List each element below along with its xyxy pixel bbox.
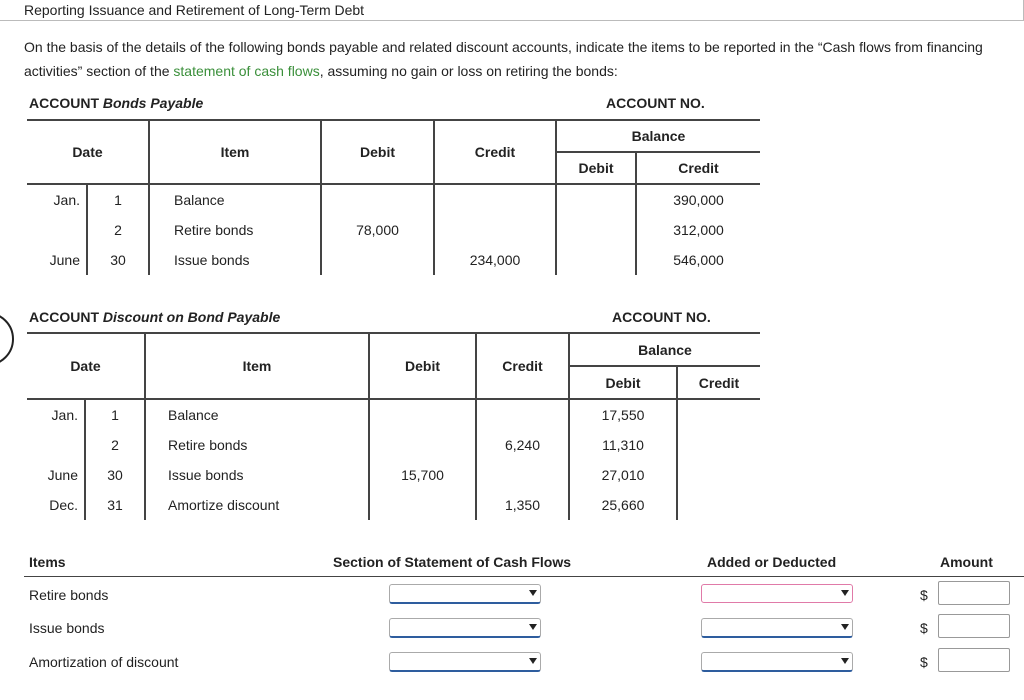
page-title: Reporting Issuance and Retirement of Long-Term Debt	[24, 2, 365, 18]
account2-header-debit: Debit	[369, 333, 476, 399]
account1-header-credit: Credit	[434, 120, 556, 184]
account1-header-date: Date	[27, 120, 149, 184]
row-credit	[476, 399, 569, 430]
currency-symbol: $	[920, 654, 928, 670]
amount-input-issue-bonds[interactable]	[938, 614, 1010, 638]
account2-header-credit: Credit	[476, 333, 569, 399]
row-day: 1	[85, 399, 145, 430]
chevron-down-icon	[841, 624, 849, 630]
account2-number-label: ACCOUNT NO.	[612, 309, 711, 325]
row-month: Jan.	[27, 184, 87, 215]
row-balance-debit: 27,010	[569, 460, 677, 490]
row-day: 2	[85, 430, 145, 460]
row-credit: 1,350	[476, 490, 569, 520]
chevron-down-icon	[841, 658, 849, 664]
ledger-row	[27, 490, 760, 520]
statement-of-cash-flows-link[interactable]: statement of cash flows	[173, 63, 320, 79]
chevron-down-icon	[529, 658, 537, 664]
row-day: 30	[87, 245, 149, 275]
account2-header-balance-credit: Credit	[677, 366, 760, 399]
row-credit	[434, 184, 556, 215]
ledger-row	[27, 399, 760, 430]
row-debit	[369, 490, 476, 520]
answer-header-section: Section of Statement of Cash Flows	[333, 554, 572, 570]
row-item: Balance	[145, 399, 369, 430]
row-day: 1	[87, 184, 149, 215]
row-balance-credit	[677, 430, 760, 460]
account1-header-balance: Balance	[556, 120, 760, 152]
row-balance-debit	[556, 245, 636, 275]
row-balance-credit	[677, 399, 760, 430]
intro-text-2: , assuming no gain or loss on retiring the bonds:	[319, 63, 618, 79]
row-credit: 6,240	[476, 430, 569, 460]
row-item: Issue bonds	[145, 460, 369, 490]
row-debit: 15,700	[369, 460, 476, 490]
account1-header-debit: Debit	[321, 120, 434, 184]
row-debit	[369, 399, 476, 430]
partial-circle-icon	[0, 312, 14, 366]
answer-item-amortization: Amortization of discount	[29, 654, 179, 670]
row-balance-debit	[556, 215, 636, 245]
page-title-bar	[0, 0, 1024, 21]
section-select-amortization[interactable]	[389, 652, 541, 672]
row-item: Balance	[149, 184, 321, 215]
ledger-row	[27, 215, 760, 245]
account1-ledger	[27, 119, 760, 275]
row-day: 31	[85, 490, 145, 520]
row-item: Retire bonds	[145, 430, 369, 460]
row-balance-credit	[677, 490, 760, 520]
chevron-down-icon	[841, 590, 849, 596]
row-balance-credit: 390,000	[673, 192, 724, 208]
account2-header-balance: Balance	[569, 333, 760, 366]
account2-header-balance-debit: Debit	[569, 366, 677, 399]
ledger-row	[27, 245, 760, 275]
account1-name: Bonds Payable	[102, 95, 204, 111]
amount-input-retire-bonds[interactable]	[938, 581, 1010, 605]
added-deducted-select-retire-bonds[interactable]	[701, 584, 853, 603]
added-deducted-select-issue-bonds[interactable]	[701, 618, 853, 638]
row-item: Issue bonds	[149, 245, 321, 275]
row-balance-debit	[556, 184, 636, 215]
answer-item-issue-bonds: Issue bonds	[29, 620, 105, 636]
row-debit	[369, 430, 476, 460]
ledger-row	[27, 460, 760, 490]
row-credit	[476, 460, 569, 490]
answer-header-items: Items	[29, 554, 66, 570]
chevron-down-icon	[529, 590, 537, 596]
account2-ledger	[27, 332, 760, 520]
currency-symbol: $	[920, 587, 928, 603]
ledger-row	[27, 430, 760, 460]
row-day: 2	[87, 215, 149, 245]
row-item: Amortize discount	[145, 490, 369, 520]
section-select-retire-bonds[interactable]	[389, 584, 541, 604]
account1-heading: ACCOUNT Bonds Payable	[29, 95, 204, 111]
row-month: Jan.	[27, 399, 85, 430]
account1-number-label: ACCOUNT NO.	[606, 95, 705, 111]
row-day: 30	[85, 460, 145, 490]
added-deducted-select-amortization[interactable]	[701, 652, 853, 672]
account1-header-balance-debit: Debit	[556, 152, 636, 184]
account2-header-item: Item	[145, 333, 369, 399]
account2-name: Discount on Bond Payable	[102, 309, 281, 325]
instructions	[24, 35, 1004, 83]
account1-header-balance-credit: Credit	[636, 152, 760, 184]
row-month: Dec.	[27, 490, 85, 520]
chevron-down-icon	[529, 624, 537, 630]
account2-heading: ACCOUNT Discount on Bond Payable	[29, 309, 281, 325]
row-credit	[434, 215, 556, 245]
row-balance-credit: 312,000	[673, 222, 724, 238]
row-credit: 234,000	[434, 245, 556, 275]
answer-header-divider	[24, 576, 1024, 577]
answer-item-retire-bonds: Retire bonds	[29, 587, 109, 603]
ledger-row	[27, 184, 760, 215]
account1-header-item: Item	[149, 120, 321, 184]
currency-symbol: $	[920, 620, 928, 636]
row-debit	[321, 245, 434, 275]
intro-text-1: On the basis of the details of the following bonds payable and related discount accounts, indicate the items to be reported in the “Cash flows from financing activities” section of the	[24, 39, 983, 79]
section-select-issue-bonds[interactable]	[389, 618, 541, 638]
account2-header-date: Date	[27, 333, 145, 399]
row-month: June	[27, 460, 85, 490]
row-balance-debit: 25,660	[569, 490, 677, 520]
row-debit	[321, 184, 434, 215]
row-debit: 78,000	[321, 215, 434, 245]
answer-header-amount: Amount	[940, 554, 993, 570]
row-item: Retire bonds	[149, 215, 321, 245]
row-balance-debit: 11,310	[569, 430, 677, 460]
amount-input-amortization[interactable]	[938, 648, 1010, 672]
row-month	[27, 430, 85, 460]
row-month: June	[27, 245, 87, 275]
answer-header-added-deducted: Added or Deducted	[707, 554, 837, 570]
row-balance-debit: 17,550	[569, 399, 677, 430]
row-balance-credit	[677, 460, 760, 490]
row-month	[27, 215, 87, 245]
row-balance-credit: 546,000	[673, 252, 724, 268]
